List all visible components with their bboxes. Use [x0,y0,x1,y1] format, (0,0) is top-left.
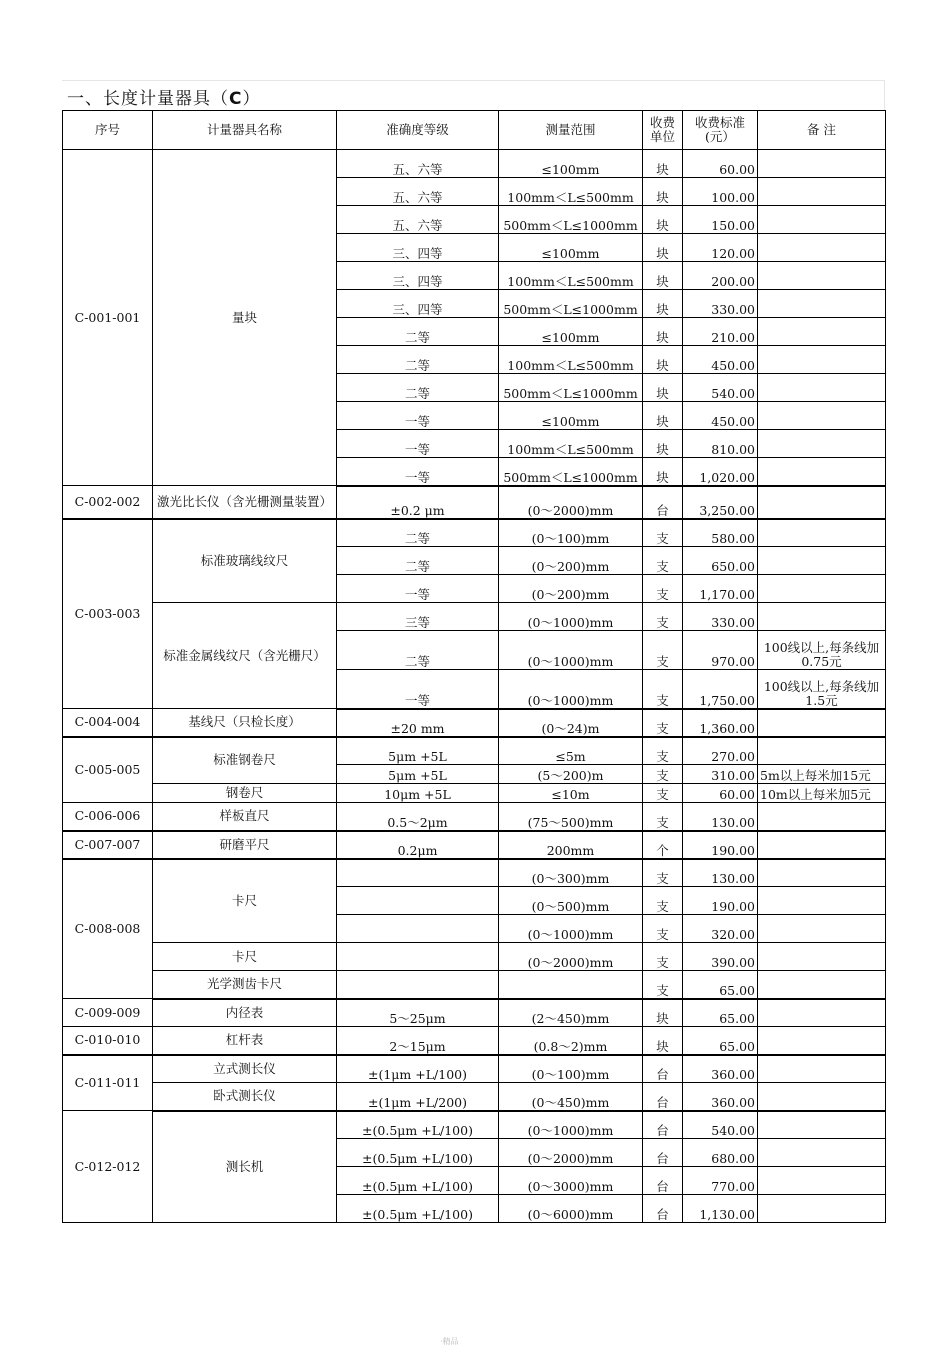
item-code-cell: C-007-007 [63,831,153,859]
item-code-cell: C-001-001 [63,150,153,486]
fee-cell: 200.00 [683,262,758,290]
table-row [63,1111,886,1139]
item-name-cell: 测长机 [153,1111,337,1223]
note-cell [758,1027,886,1055]
range-cell: (0～24)m [499,709,643,737]
fee-cell: 1,020.00 [683,458,758,486]
range-cell: (0～6000)mm [499,1195,643,1223]
range-cell: 200mm [499,831,643,859]
range-cell: 100mm＜L≤500mm [499,430,643,458]
note-cell [758,430,886,458]
range-cell: 100mm＜L≤500mm [499,262,643,290]
item-name-cell: 样板直尺 [153,803,337,831]
range-cell: 100mm＜L≤500mm [499,346,643,374]
table-row [63,943,886,971]
section-title-text: 一、长度计量器具（ [67,89,229,109]
accuracy-cell: 二等 [337,346,499,374]
table-row [63,859,886,887]
accuracy-cell: 一等 [337,402,499,430]
unit-cell: 支 [643,887,683,915]
accuracy-cell: 一等 [337,670,499,709]
footer-mark: ·精品 [440,1337,459,1346]
section-title [67,84,260,109]
accuracy-cell: ±0.2 μm [337,486,499,519]
accuracy-cell: 三、四等 [337,234,499,262]
right-rule [884,80,885,110]
note-cell [758,547,886,575]
note-cell: 5m以上每米加15元 [758,765,886,784]
fee-cell: 580.00 [683,519,758,547]
fee-cell: 450.00 [683,402,758,430]
fee-cell: 65.00 [683,999,758,1027]
note-cell [758,318,886,346]
accuracy-cell: ±(0.5μm +L/100) [337,1195,499,1223]
unit-cell: 支 [643,971,683,999]
fee-cell: 680.00 [683,1139,758,1167]
fee-table-body [63,111,886,1223]
fee-cell: 1,130.00 [683,1195,758,1223]
range-cell: (0～1000)mm [499,1111,643,1139]
note-cell [758,1195,886,1223]
item-name-cell: 研磨平尺 [153,831,337,859]
note-cell [758,1083,886,1111]
fee-cell: 130.00 [683,859,758,887]
range-cell: (0～450)mm [499,1083,643,1111]
unit-cell: 支 [643,765,683,784]
accuracy-cell: ±(1μm +L/100) [337,1055,499,1083]
range-cell: 500mm＜L≤1000mm [499,374,643,402]
accuracy-cell: ±20 mm [337,709,499,737]
unit-cell: 支 [643,915,683,943]
range-cell: (5～200)m [499,765,643,784]
note-cell: 10m以上每米加5元 [758,784,886,803]
fee-cell: 150.00 [683,206,758,234]
range-cell: (2～450)mm [499,999,643,1027]
item-code-cell: C-012-012 [63,1111,153,1223]
accuracy-cell: 三等 [337,603,499,631]
accuracy-cell: 5μm +5L [337,737,499,765]
range-cell: (0～300)mm [499,859,643,887]
note-cell [758,803,886,831]
range-cell: ≤100mm [499,150,643,178]
note-cell [758,999,886,1027]
item-name-cell: 卧式测长仪 [153,1083,337,1111]
range-cell: (0～1000)mm [499,670,643,709]
unit-cell: 支 [643,803,683,831]
header-unit: 收费单位 [643,111,683,150]
accuracy-cell: 三、四等 [337,290,499,318]
item-code-cell: C-005-005 [63,737,153,803]
table-row [63,784,886,803]
item-name-cell: 激光比长仪（含光栅测量装置） [153,486,337,519]
range-cell: (0～1000)mm [499,603,643,631]
fee-cell: 3,250.00 [683,486,758,519]
item-code-cell: C-004-004 [63,709,153,737]
accuracy-cell: 2～15μm [337,1027,499,1055]
item-name-cell: 标准金属线纹尺（含光栅尺） [153,603,337,709]
header-note: 备 注 [758,111,886,150]
accuracy-cell: 5μm +5L [337,765,499,784]
note-cell [758,1111,886,1139]
range-cell: 500mm＜L≤1000mm [499,206,643,234]
unit-cell: 台 [643,1055,683,1083]
fee-cell: 360.00 [683,1083,758,1111]
note-cell [758,737,886,765]
accuracy-cell: 一等 [337,575,499,603]
unit-cell: 块 [643,290,683,318]
range-cell: (0～3000)mm [499,1167,643,1195]
note-cell [758,575,886,603]
fee-cell: 330.00 [683,290,758,318]
accuracy-cell [337,943,499,971]
note-cell [758,943,886,971]
item-name-cell: 量块 [153,150,337,486]
accuracy-cell: 一等 [337,430,499,458]
fee-cell: 390.00 [683,943,758,971]
item-name-cell: 标准钢卷尺 [153,737,337,784]
table-row [63,1027,886,1055]
note-cell [758,1167,886,1195]
accuracy-cell: ±(1μm +L/200) [337,1083,499,1111]
range-cell: (0～100)mm [499,519,643,547]
note-cell [758,486,886,519]
fee-cell: 60.00 [683,784,758,803]
range-cell: ≤10m [499,784,643,803]
item-code-cell: C-009-009 [63,999,153,1027]
accuracy-cell: ±(0.5μm +L/100) [337,1139,499,1167]
unit-cell: 台 [643,1139,683,1167]
fee-cell: 130.00 [683,803,758,831]
item-code-cell: C-008-008 [63,859,153,999]
accuracy-cell: 二等 [337,318,499,346]
table-row [63,1055,886,1083]
accuracy-cell: ±(0.5μm +L/100) [337,1167,499,1195]
table-row [63,519,886,547]
fee-cell: 650.00 [683,547,758,575]
fee-cell: 270.00 [683,737,758,765]
unit-cell: 块 [643,346,683,374]
unit-cell: 块 [643,150,683,178]
fee-cell: 190.00 [683,887,758,915]
item-name-cell: 卡尺 [153,943,337,971]
unit-cell: 台 [643,1111,683,1139]
accuracy-cell [337,859,499,887]
item-code-cell: C-010-010 [63,1027,153,1055]
note-cell [758,859,886,887]
unit-cell: 支 [643,859,683,887]
unit-cell: 台 [643,1167,683,1195]
item-name-cell: 立式测长仪 [153,1055,337,1083]
note-cell: 100线以上,每条线加0.75元 [758,631,886,670]
range-cell: (0～2000)mm [499,943,643,971]
unit-cell: 支 [643,631,683,670]
section-code: C [229,89,243,109]
accuracy-cell: 一等 [337,458,499,486]
note-cell [758,519,886,547]
fee-cell: 65.00 [683,971,758,999]
header-fee: 收费标准(元） [683,111,758,150]
section-title-close: ） [242,89,261,109]
unit-cell: 台 [643,486,683,519]
accuracy-cell: 二等 [337,374,499,402]
item-code-cell: C-003-003 [63,519,153,709]
table-row [63,150,886,178]
range-cell: (0～200)mm [499,547,643,575]
unit-cell: 块 [643,1027,683,1055]
fee-cell: 210.00 [683,318,758,346]
table-row [63,831,886,859]
note-cell [758,971,886,999]
header-name: 计量器具名称 [153,111,337,150]
unit-cell: 支 [643,709,683,737]
range-cell: ≤100mm [499,318,643,346]
fee-cell: 770.00 [683,1167,758,1195]
note-cell [758,402,886,430]
accuracy-cell: 10μm +5L [337,784,499,803]
item-name-cell: 卡尺 [153,859,337,943]
header-range: 测量范围 [499,111,643,150]
fee-cell: 320.00 [683,915,758,943]
table-row [63,999,886,1027]
item-code-cell: C-006-006 [63,803,153,831]
note-cell [758,1055,886,1083]
header-accuracy: 准确度等级 [337,111,499,150]
item-name-cell: 内径表 [153,999,337,1027]
note-cell [758,262,886,290]
unit-cell: 块 [643,402,683,430]
item-name-cell: 光学测齿卡尺 [153,971,337,999]
accuracy-cell: 五、六等 [337,178,499,206]
accuracy-cell: 二等 [337,547,499,575]
range-cell: ≤100mm [499,234,643,262]
note-cell [758,206,886,234]
range-cell: (0～1000)mm [499,631,643,670]
unit-cell: 支 [643,943,683,971]
unit-cell: 支 [643,784,683,803]
table-row [63,709,886,737]
unit-cell: 块 [643,262,683,290]
range-cell [499,971,643,999]
unit-cell: 块 [643,999,683,1027]
note-cell [758,458,886,486]
unit-cell: 支 [643,519,683,547]
note-cell [758,887,886,915]
unit-cell: 块 [643,430,683,458]
note-cell [758,374,886,402]
table-row [63,486,886,519]
note-cell [758,234,886,262]
fee-cell: 1,750.00 [683,670,758,709]
fee-cell: 540.00 [683,374,758,402]
range-cell: 500mm＜L≤1000mm [499,290,643,318]
fee-cell: 540.00 [683,1111,758,1139]
fee-cell: 1,360.00 [683,709,758,737]
table-row [63,737,886,765]
accuracy-cell: 5～25μm [337,999,499,1027]
item-code-cell: C-011-011 [63,1055,153,1111]
item-name-cell: 标准玻璃线纹尺 [153,519,337,603]
header-row [63,111,886,150]
range-cell: (75～500)mm [499,803,643,831]
range-cell: 500mm＜L≤1000mm [499,458,643,486]
unit-cell: 支 [643,670,683,709]
fee-cell: 360.00 [683,1055,758,1083]
fee-cell: 450.00 [683,346,758,374]
range-cell: (0～500)mm [499,887,643,915]
unit-cell: 块 [643,318,683,346]
unit-cell: 台 [643,1195,683,1223]
unit-cell: 块 [643,178,683,206]
unit-cell: 支 [643,547,683,575]
fee-cell: 190.00 [683,831,758,859]
note-cell [758,603,886,631]
range-cell: (0～200)mm [499,575,643,603]
header-no: 序号 [63,111,153,150]
item-name-cell: 杠杆表 [153,1027,337,1055]
note-cell [758,178,886,206]
fee-table [62,110,886,1223]
unit-cell: 支 [643,737,683,765]
note-cell [758,290,886,318]
note-cell [758,709,886,737]
fee-cell: 1,170.00 [683,575,758,603]
accuracy-cell: 0.2μm [337,831,499,859]
unit-cell: 台 [643,1083,683,1111]
note-cell [758,831,886,859]
accuracy-cell: 0.5～2μm [337,803,499,831]
note-cell [758,915,886,943]
fee-cell: 100.00 [683,178,758,206]
accuracy-cell: 二等 [337,519,499,547]
note-cell: 100线以上,每条线加1.5元 [758,670,886,709]
item-code-cell: C-002-002 [63,486,153,519]
accuracy-cell: 三、四等 [337,262,499,290]
item-name-cell: 钢卷尺 [153,784,337,803]
range-cell: (0～2000)mm [499,486,643,519]
note-cell [758,346,886,374]
fee-cell: 330.00 [683,603,758,631]
unit-cell: 块 [643,458,683,486]
accuracy-cell: ±(0.5μm +L/100) [337,1111,499,1139]
range-cell: (0～2000)mm [499,1139,643,1167]
note-cell [758,150,886,178]
unit-cell: 块 [643,206,683,234]
accuracy-cell [337,971,499,999]
fee-cell: 120.00 [683,234,758,262]
fee-cell: 60.00 [683,150,758,178]
fee-cell: 65.00 [683,1027,758,1055]
accuracy-cell [337,887,499,915]
table-row [63,1083,886,1111]
range-cell: (0.8～2)mm [499,1027,643,1055]
accuracy-cell: 五、六等 [337,150,499,178]
range-cell: ≤100mm [499,402,643,430]
top-rule [62,80,884,81]
unit-cell: 支 [643,603,683,631]
unit-cell: 支 [643,575,683,603]
unit-cell: 个 [643,831,683,859]
range-cell: 100mm＜L≤500mm [499,178,643,206]
table-row [63,803,886,831]
accuracy-cell [337,915,499,943]
range-cell: (0～1000)mm [499,915,643,943]
table-row [63,971,886,999]
fee-cell: 810.00 [683,430,758,458]
range-cell: (0～100)mm [499,1055,643,1083]
unit-cell: 块 [643,374,683,402]
range-cell: ≤5m [499,737,643,765]
table-row [63,603,886,631]
fee-cell: 970.00 [683,631,758,670]
fee-cell: 310.00 [683,765,758,784]
accuracy-cell: 五、六等 [337,206,499,234]
accuracy-cell: 二等 [337,631,499,670]
item-name-cell: 基线尺（只检长度） [153,709,337,737]
note-cell [758,1139,886,1167]
unit-cell: 块 [643,234,683,262]
